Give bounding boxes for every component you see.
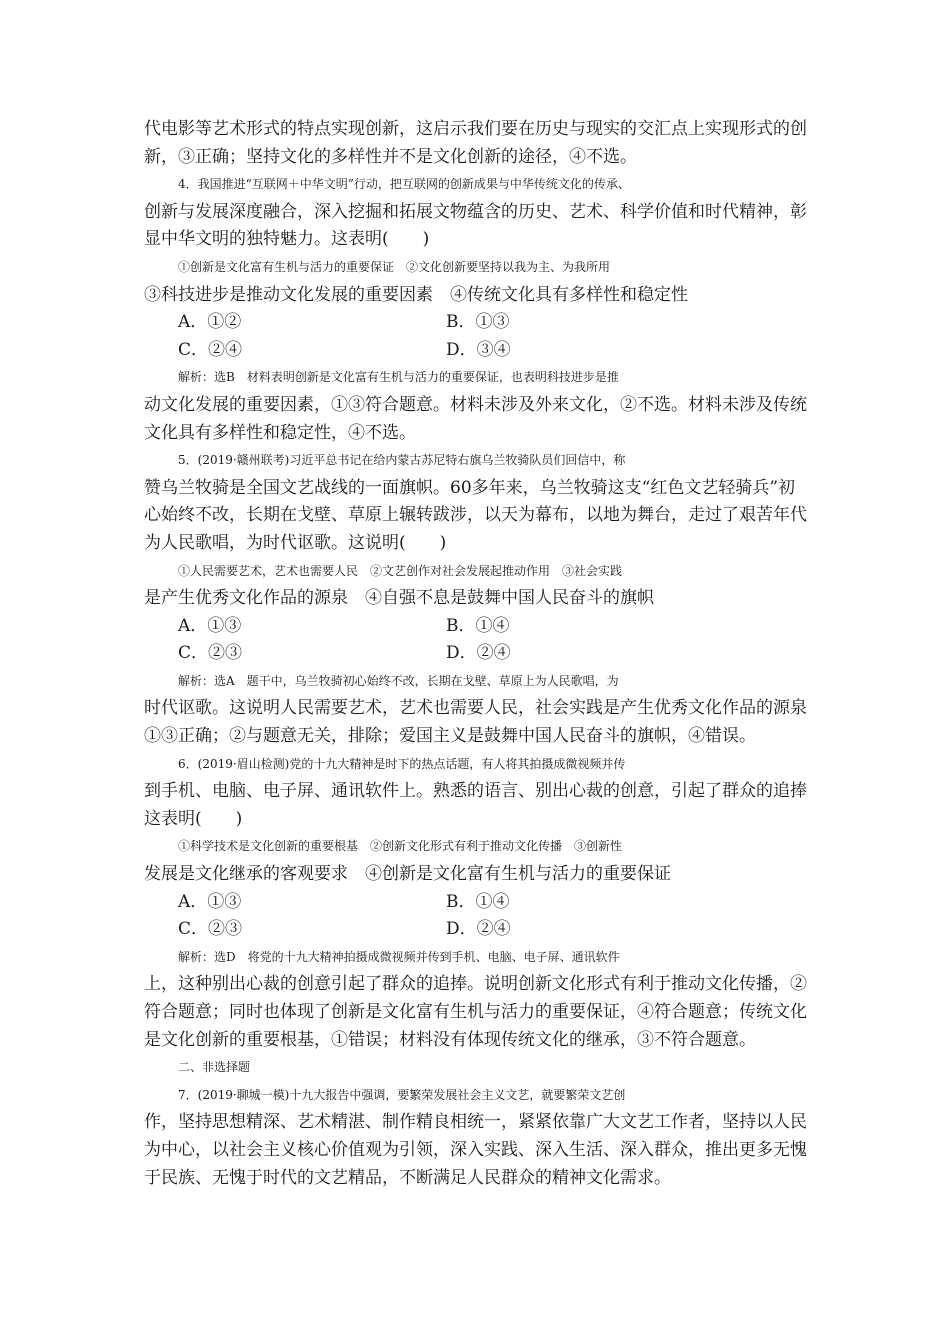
- text-line: ①人民需要艺术，艺术也需要人民 ②文艺创作对社会发展起推动作用 ③社会实践: [178, 563, 623, 578]
- text-line: 显中华文明的独特魅力。这表明( ): [144, 229, 430, 250]
- answer-options-row: [144, 613, 812, 641]
- text-line: 作，坚持思想精深、艺术精湛、制作精良相统一，紧紧依靠广大文艺工作者，坚持以人民: [144, 1112, 807, 1133]
- answer-options-row: [144, 337, 812, 365]
- text-line: 创新与发展深度融合，深入挖掘和拓展文物蕴含的历史、艺术、科学价值和时代精神，彰: [144, 201, 807, 222]
- text-line: 赞乌兰牧骑是全国文艺战线的一面旗帜。60多年来，乌兰牧骑这支“红色文艺轻骑兵”初: [144, 477, 796, 498]
- text-line: 心始终不改，长期在戈壁、草原上辗转跋涉，以天为幕布，以地为舞台，走过了艰苦年代: [144, 505, 807, 526]
- answer-option: B．①④: [446, 615, 510, 636]
- document-page: [144, 116, 812, 1192]
- text-line: 是产生优秀文化作品的源泉 ④自强不息是鼓舞中国人民奋斗的旗帜: [144, 588, 654, 609]
- answer-option: B．①③: [446, 312, 510, 333]
- text-line: 是文化创新的重要根基，①错误；材料没有体现传统文化的继承，③不符合题意。: [144, 1029, 756, 1050]
- text-line: 5．(2019·赣州联考)习近平总书记在给内蒙古苏尼特右旗乌兰牧骑队员们回信中，称: [178, 453, 626, 468]
- answer-option: A．①③: [178, 615, 242, 636]
- text-line: 解析：选A 题干中，乌兰牧骑初心始终不改，长期在戈壁、草原上为人民歌唱，为: [178, 673, 619, 688]
- text-line: 7．(2019·聊城一模)十九大报告中强调，要繁荣发展社会主义文艺，就要繁荣文艺创: [178, 1087, 626, 1102]
- text-line: ①科学技术是文化创新的重要根基 ②创新文化形式有利于推动文化传播 ③创新性: [178, 839, 623, 854]
- answer-options-row: [144, 889, 812, 917]
- text-line: 到手机、电脑、电子屏、通讯软件上。熟悉的语言、别出心裁的创意，引起了群众的追捧: [144, 781, 807, 802]
- answer-option: C．②③: [178, 643, 243, 664]
- text-line: ①创新是文化富有生机与活力的重要保证 ②文化创新要坚持以我为主、为我所用: [178, 259, 611, 274]
- text-line: ③科技进步是推动文化发展的重要因素 ④传统文化具有多样性和稳定性: [144, 284, 688, 305]
- text-line: 6．(2019·眉山检测)党的十九大精神是时下的热点话题，有人将其拍摄成微视频并传: [178, 756, 626, 771]
- text-line: 于民族、无愧于时代的文艺精品，不断满足人民群众的精神文化需求。: [144, 1167, 671, 1188]
- text-line: 解析：选B 材料表明创新是文化富有生机与活力的重要保证，也表明科技进步是推: [178, 370, 619, 385]
- answer-options-row: [144, 309, 812, 337]
- text-line: 这表明( ): [144, 808, 243, 829]
- text-line: 为人民歌唱，为时代讴歌。这说明( ): [144, 532, 447, 553]
- text-line: 二、非选择题: [178, 1060, 251, 1075]
- text-line: 上，这种别出心裁的创意引起了群众的追捧。说明创新文化形式有利于推动文化传播，②: [144, 974, 807, 995]
- text-line: 新，③正确；坚持文化的多样性并不是文化创新的途径，④不选。: [144, 146, 637, 167]
- text-line: 符合题意；同时也体现了创新是文化富有生机与活力的重要保证，④符合题意；传统文化: [144, 1002, 807, 1022]
- text-line: ①③正确；②与题意无关，排除；爱国主义是鼓舞中国人民奋斗的旗帜，④错误。: [144, 726, 756, 747]
- answer-option: C．②④: [178, 339, 243, 360]
- answer-option: D．②④: [446, 919, 511, 940]
- text-line: 代电影等艺术形式的特点实现创新，这启示我们要在历史与现实的交汇点上实现形式的创: [144, 119, 807, 139]
- text-line: 文化具有多样性和稳定性，④不选。: [144, 422, 416, 443]
- answer-option: D．②④: [446, 643, 511, 664]
- answer-option: C．②③: [178, 919, 243, 940]
- answer-option: D．③④: [446, 339, 511, 360]
- text-line: 发展是文化继承的客观要求 ④创新是文化富有生机与活力的重要保证: [144, 864, 671, 885]
- text-line: 为中心，以社会主义核心价值观为引领，深入实践、深入生活、深入群众，推出更多无愧: [144, 1139, 807, 1160]
- answer-option: B．①④: [446, 891, 510, 912]
- answer-option: A．①③: [178, 891, 242, 912]
- answer-options-row: [144, 640, 812, 668]
- answer-options-row: [144, 916, 812, 944]
- answer-option: A．①②: [178, 312, 242, 333]
- text-line: 动文化发展的重要因素，①③符合题意。材料未涉及外来文化，②不选。材料未涉及传统: [144, 394, 807, 415]
- text-line: 时代讴歌。这说明人民需要艺术，艺术也需要人民，社会实践是产生优秀文化作品的源泉: [144, 698, 807, 719]
- text-line: 4．我国推进“互联网＋中华文明”行动，把互联网的创新成果与中华传统文化的传承、: [178, 177, 630, 192]
- text-line: 解析：选D 将党的十九大精神拍摄成微视频并传到手机、电脑、电子屏、通讯软件: [178, 949, 620, 964]
